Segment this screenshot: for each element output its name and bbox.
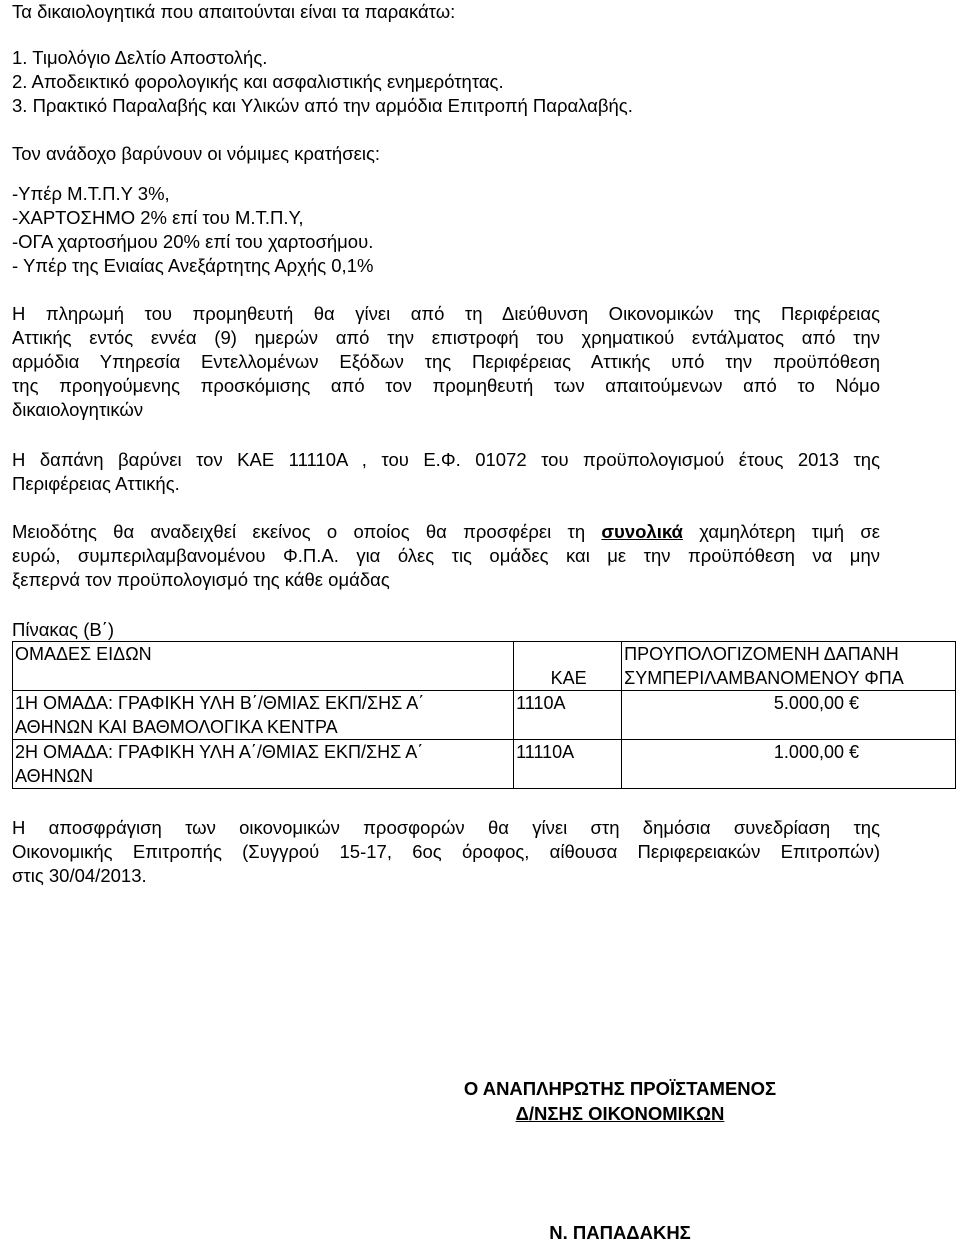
paragraph-line: ξεπερνά τον προϋπολογισμό της κάθε ομάδας [12,569,390,590]
deductions-heading: Τον ανάδοχο βαρύνουν οι νόμιμες κρατήσεις: [12,143,381,164]
paragraph-line [12,520,880,544]
document-item: 2. Αποδεικτικό φορολογικής και ασφαλιστικής ενημερότητας. [12,71,504,92]
amount-value: 1.000,00 € [773,742,859,762]
header-amount-cell [622,642,956,691]
table-row [13,740,956,789]
kae-value: 11110Α [516,742,575,762]
paragraph-line: στις 30/04/2013. [12,865,147,886]
budget-table [12,641,956,789]
amount-cell [622,740,956,789]
kae-cell [514,691,622,740]
paragraph-line: Η δαπάνη βαρύνει τον ΚΑΕ 11110Α , του Ε.Φ. 01072 του προϋπολογισμού έτους 2013 της [12,449,880,470]
award-paragraph [12,520,880,592]
group-name: ΑΘΗΝΩΝ [15,766,94,786]
table-header-row [13,642,956,691]
award-text: Μειοδότης θα αναδειχθεί εκείνος ο οποίος θα προσφέρει τη [12,521,602,542]
deduction-item: -Υπέρ Μ.Τ.Π.Υ 3%, [12,183,170,204]
signature-title [440,1076,800,1126]
header-amount-label: ΠΡΟΥΠΟΛΟΓΙΖΟΜΕΝΗ ΔΑΠΑΝΗ [624,644,899,664]
award-emphasis: συνολικά [601,521,683,542]
amount-cell [622,691,956,740]
paragraph-line: ευρώ, συμπεριλαμβανομένου Φ.Π.Α. για όλες τις ομάδες και με την προϋπόθεση να μην [12,545,880,566]
documents-heading: Τα δικαιολογητικά που απαιτούνται είναι τα παρακάτω: [12,1,456,22]
opening-paragraph [12,816,880,888]
header-group-cell [13,642,514,691]
paragraph-line: της προηγούμενης προσκόμισης από τον προμηθευτή των απαιτούμενων από το Νόμο [12,375,880,396]
document-item: 1. Τιμολόγιο Δελτίο Αποστολής. [12,47,268,68]
kae-value: 1110Α [516,693,566,713]
paragraph-line: Η αποσφράγιση των οικονομικών προσφορών θα γίνει στη δημόσια συνεδρίαση της [12,817,880,838]
header-group-label: ΟΜΑΔΕΣ ΕΙΔΩΝ [15,644,152,664]
deduction-item: -ΧΑΡΤΟΣΗΜΟ 2% επί του Μ.Τ.Π.Υ, [12,207,304,228]
amount-value: 5.000,00 € [773,693,859,713]
paragraph-line: Αττικής εντός εννέα (9) ημερών από την επιστροφή του χρηματικού εντάλματος από την [12,327,880,348]
document-item: 3. Πρακτικό Παραλαβής και Υλικών από την αρμόδια Επιτροπή Παραλαβής. [12,95,633,116]
paragraph-line: αρμόδια Υπηρεσία Εντελλομένων Εξόδων της Περιφέρειας Αττικής υπό την προϋπόθεση [12,351,880,372]
table-row [13,691,956,740]
header-kae-cell [514,642,622,691]
header-kae-label: ΚΑΕ [550,668,587,688]
table-caption: Πίνακας (Β΄) [12,619,115,640]
paragraph-line: Η πληρωμή του προμηθευτή θα γίνει από τη Διεύθυνση Οικονομικών της Περιφέρειας [12,303,880,324]
paragraph-line: Περιφέρειας Αττικής. [12,473,180,494]
signature-name: Ν. ΠΑΠΑΔΑΚΗΣ [549,1222,691,1243]
paragraph-line: δικαιολογητικών [12,399,144,420]
group-name: ΑΘΗΝΩΝ ΚΑΙ ΒΑΘΜΟΛΟΓΙΚΑ ΚΕΝΤΡΑ [15,717,338,737]
deduction-item: - Υπέρ της Ενιαίας Ανεξάρτητης Αρχής 0,1% [12,255,374,276]
deduction-item: -ΟΓΑ χαρτοσήμου 20% επί του χαρτοσήμου. [12,231,374,252]
expense-paragraph [12,448,880,496]
group-name: 2Η ΟΜΑΔΑ: ΓΡΑΦΙΚΗ ΥΛΗ Α΄/ΘΜΙΑΣ ΕΚΠ/ΣΗΣ Α΄ [15,742,424,762]
header-amount-label: ΣΥΜΠΕΡΙΛΑΜΒΑΝΟΜΕΝΟΥ ΦΠΑ [624,668,904,688]
payment-paragraph [12,302,880,422]
paragraph-line: Οικονομικής Επιτροπής (Συγγρού 15-17, 6ος όροφος, αίθουσα Περιφερειακών Επιτροπών) [12,841,880,862]
signature-title-line: Ο ΑΝΑΠΛΗΡΩΤΗΣ ΠΡΟΪΣΤΑΜΕΝΟΣ [463,1078,777,1099]
signature-title-line: Δ/ΝΣΗΣ ΟΙΚΟΝΟΜΙΚΩΝ [515,1103,725,1124]
group-cell [13,691,514,740]
group-name: 1Η ΟΜΑΔΑ: ΓΡΑΦΙΚΗ ΥΛΗ Β΄/ΘΜΙΑΣ ΕΚΠ/ΣΗΣ Α΄ [15,693,425,713]
group-cell [13,740,514,789]
kae-cell [514,740,622,789]
award-text: χαμηλότερη τιμή σε [682,521,880,542]
